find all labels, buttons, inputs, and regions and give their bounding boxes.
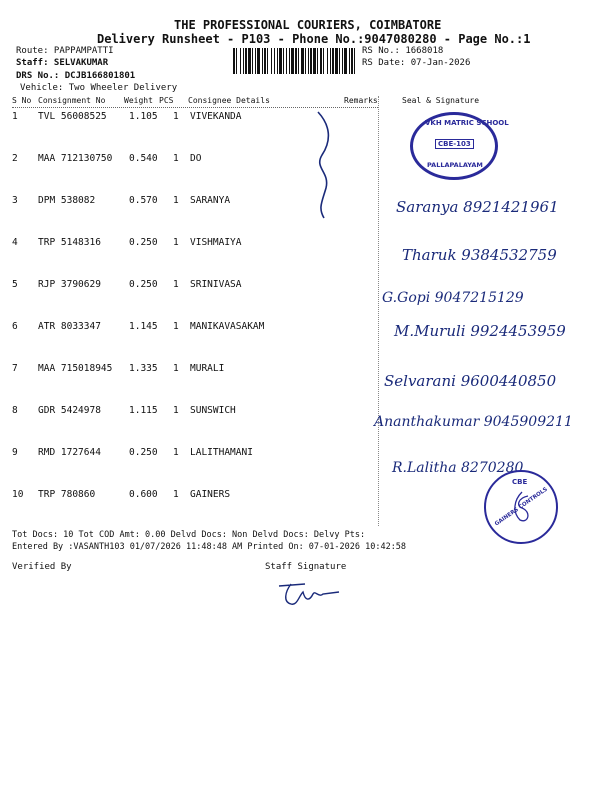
row-consignment: ATR 8033347 [38,321,101,332]
row-pcs: 1 [173,489,179,500]
table-row [12,111,342,125]
row-pcs: 1 [173,195,179,206]
row-consignment: RJP 3790629 [38,279,101,290]
table-row [12,489,342,503]
staff-label: Staff: SELVAKUMAR [16,58,109,68]
table-row [12,237,342,251]
staff-signature-label: Staff Signature [265,562,347,572]
row-sno: 6 [12,321,18,332]
company-title: THE PROFESSIONAL COURIERS, COIMBATORE [174,18,442,32]
row-weight: 0.600 [129,489,158,500]
row-weight: 0.540 [129,153,158,164]
verified-by-label: Verified By [12,562,72,572]
entered-line: Entered By :VASANTH103 01/07/2026 11:48:48 AM Printed On: 07-01-2026 10:42:58 [12,542,407,552]
row-consignment: RMD 1727644 [38,447,101,458]
stamp-signature-mark [508,490,534,524]
col-pcs: PCS [159,96,174,105]
row-consignment: TRP 5148316 [38,237,101,248]
table-row [12,321,342,335]
row-sno: 5 [12,279,18,290]
row-pcs: 1 [173,153,179,164]
col-consignment: Consignment No [38,96,106,105]
row-consignee: VISHMAIYA [190,237,242,248]
row-pcs: 1 [173,447,179,458]
row-weight: 1.145 [129,321,158,332]
row-pcs: 1 [173,279,179,290]
row-sno: 7 [12,363,18,374]
row-consignment: DPM 538082 [38,195,96,206]
row-pcs: 1 [173,405,179,416]
row-consignment: TRP 780860 [38,489,96,500]
row-consignment: GDR 5424978 [38,405,101,416]
row-consignee: DO [190,153,202,164]
row-consignment: MAA 715018945 [38,363,113,374]
col-seal: Seal & Signature [402,96,480,105]
row-consignee: SARANYA [190,195,231,206]
drs-label: DRS No.: DCJB166801801 [16,71,136,81]
col-consignee: Consignee Details [188,96,270,105]
table-row [12,405,342,419]
gainers-stamp-side: GAINERS CONTROLS [493,486,549,528]
row-sno: 4 [12,237,18,248]
staff-signature-mark [275,578,345,608]
row-weight: 0.250 [129,279,158,290]
row-consignee: SUNSWICH [190,405,236,416]
row-consignee: LALITHAMANI [190,447,253,458]
row-consignment: TVL 56008525 [38,111,107,122]
table-row [12,363,342,377]
row-sno: 1 [12,111,18,122]
row-consignee: VIVEKANDA [190,111,242,122]
row-sno: 8 [12,405,18,416]
seal-code: CBE-103 [435,139,474,149]
row-weight: 1.335 [129,363,158,374]
signature-row7: Selvarani 9600440850 [384,372,557,390]
scribble-mark [300,110,340,220]
row-consignee: GAINERS [190,489,231,500]
gainers-stamp [484,470,558,544]
row-pcs: 1 [173,363,179,374]
row-pcs: 1 [173,321,179,332]
gainers-stamp-top: CBE [512,478,528,486]
header-divider [12,107,378,108]
table-row [12,279,342,293]
row-pcs: 1 [173,111,179,122]
row-sno: 9 [12,447,18,458]
runsheet-title: Delivery Runsheet - P103 - Phone No.:9047080280 - Page No.:1 [97,32,531,46]
row-sno: 3 [12,195,18,206]
vehicle-label: Vehicle: Two Wheeler Delivery [20,83,178,93]
row-pcs: 1 [173,237,179,248]
col-weight: Weight [124,96,153,105]
signature-row6: M.Muruli 9924453959 [394,322,566,340]
route-label: Route: PAPPAMPATTI [16,46,114,56]
row-sno: 10 [12,489,24,500]
col-remarks: Remarks [344,96,378,105]
seal-column-divider [378,96,379,526]
table-row [12,195,342,209]
row-weight: 0.570 [129,195,158,206]
row-consignee: MANIKAVASAKAM [190,321,265,332]
signature-row5: G.Gopi 9047215129 [382,290,524,306]
signature-row9: R.Lalitha 8270280 [392,460,524,476]
school-seal-stamp [410,112,509,180]
col-sno: S No [12,96,32,105]
table-row [12,447,342,461]
row-consignee: SRINIVASA [190,279,242,290]
signature-row3: Saranya 8921421961 [396,198,559,216]
row-weight: 0.250 [129,237,158,248]
row-weight: 1.105 [129,111,158,122]
signature-row8: Ananthakumar 9045909211 [374,414,573,430]
rs-date: RS Date: 07-Jan-2026 [362,58,471,68]
row-sno: 2 [12,153,18,164]
row-weight: 1.115 [129,405,158,416]
totals-line: Tot Docs: 10 Tot COD Amt: 0.00 Delvd Docs: Non Delvd Docs: Delvy Pts: [12,530,366,540]
row-consignee: MURALI [190,363,225,374]
row-weight: 0.250 [129,447,158,458]
barcode [233,48,357,74]
rs-number: RS No.: 1668018 [362,46,444,56]
signature-row4: Tharuk 9384532759 [402,246,557,264]
table-row [12,153,342,167]
row-consignment: MAA 712130750 [38,153,113,164]
seal-text-top: VKH MATRIC SCHOOL [425,119,509,127]
seal-text-bottom: PALLAPALAYAM [427,161,483,169]
